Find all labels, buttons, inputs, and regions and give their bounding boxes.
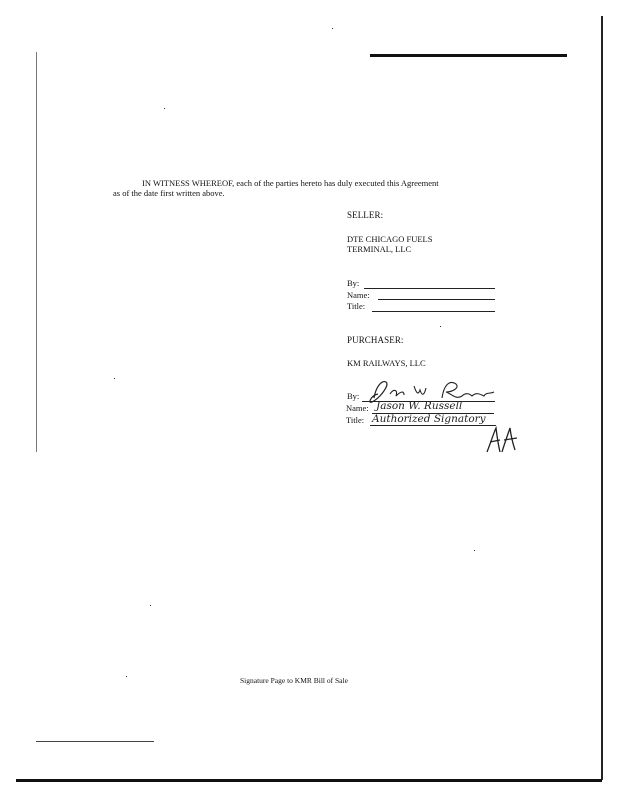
right-edge (601, 16, 603, 780)
purchaser-company: KM RAILWAYS, LLC (347, 358, 426, 368)
seller-heading: SELLER: (347, 210, 384, 220)
page-footer-caption: Signature Page to KMR Bill of Sale (240, 676, 348, 685)
scan-speck (440, 326, 441, 327)
seller-company-line2: TERMINAL, LLC (347, 244, 412, 254)
purchaser-heading: PURCHASER: (347, 335, 404, 345)
bottom-left-mark (36, 741, 154, 742)
purchaser-signature (360, 376, 500, 406)
witness-clause-line1: IN WITNESS WHEREOF, each of the parties hereto has duly executed this Agreement (142, 178, 439, 188)
purchaser-title-line (370, 425, 496, 426)
scan-speck (126, 676, 127, 677)
purchaser-name-handwritten: Jason W. Russell (376, 400, 463, 412)
purchaser-name-label: Name: (346, 403, 369, 413)
scan-speck (164, 108, 165, 109)
purchaser-title-label: Title: (346, 415, 365, 425)
seller-name-label: Name: (347, 290, 370, 300)
seller-by-label: By: (347, 278, 360, 288)
initials-mark (484, 424, 520, 456)
scan-speck (474, 550, 475, 551)
scan-speck (332, 28, 333, 29)
seller-by-line (364, 288, 495, 289)
seller-name-line (378, 299, 495, 300)
seller-title-line (372, 311, 495, 312)
seller-company-line1: DTE CHICAGO FUELS (347, 234, 433, 244)
scan-speck (150, 605, 151, 606)
purchaser-title-handwritten: Authorized Signatory (372, 413, 486, 425)
purchaser-by-label: By: (347, 391, 360, 401)
bottom-rule (16, 779, 602, 782)
witness-clause-line2: as of the date first written above. (113, 188, 225, 198)
seller-title-label: Title: (347, 301, 366, 311)
scan-speck (114, 378, 115, 379)
left-margin-edge (36, 52, 37, 452)
top-rule (370, 54, 567, 57)
